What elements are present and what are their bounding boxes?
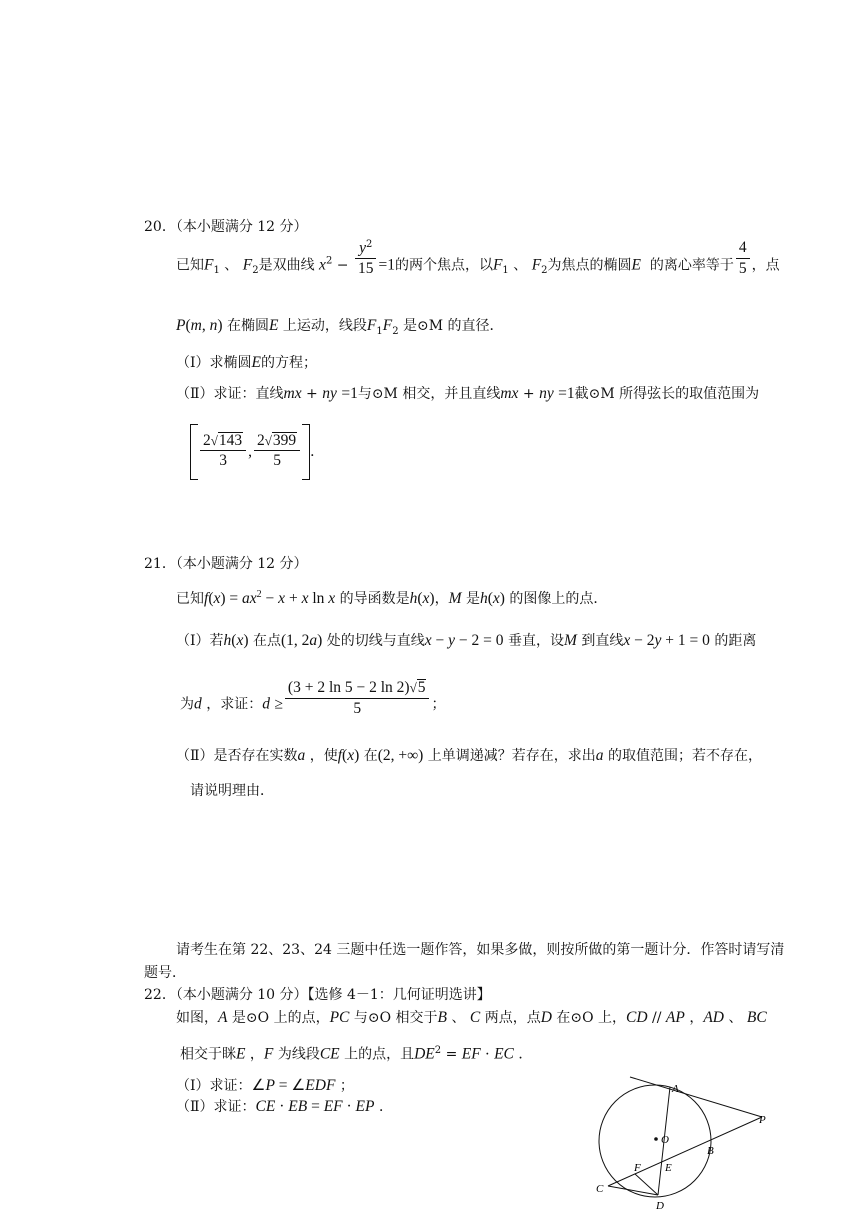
label-d: D [656,1200,664,1212]
q21-line1: 已知$f(x) = ax^2 - x + x$ ln x 的导函数是h(x)，M 是h(x) 的图像上的点． [176,589,608,608]
label-o: O [661,1134,669,1146]
label-a: A [672,1083,679,1095]
q20-part1: （Ⅰ）求椭圆E的方程； [176,354,317,371]
center-dot [654,1137,658,1141]
q20-header: 20．（本小题满分 12 分） [144,219,308,235]
label-b: B [707,1145,714,1157]
q20-line1: 已知$F_1$ 、 $F_2$是双曲线 $x^2$ − $\frac{y^2}{15}$ =1的两个焦点，以$F_1$ 、 $F_2$为焦点的椭圆E 的离心率等于 $\frac{4}{5}$ ，点 [176,239,780,278]
label-e: E [665,1162,672,1174]
q22-part1: （Ⅰ）求证：∠P = ∠EDF ； [176,1077,354,1094]
q22-part2: （Ⅱ）求证：CE · EB = EF · EP ． [176,1098,393,1115]
label-f: F [634,1162,641,1174]
label-p: P [759,1114,766,1126]
q21-line3: 为d ，求证：d ≥ $\frac{(3 + 2 \ln 5 - 2 \ln 2)√5}{5}$ ； [180,679,446,717]
instruction-line1: 请考生在第 22、23、24 三题中任选一题作答，如果多做，则按所做的第一题计分．作答时请写清 [176,942,785,958]
q20-range: $\frac{2√143}{3}$ , $\frac{2√399}{5}$ ． [190,424,324,480]
geometry-figure [590,1068,780,1213]
q21-part2-cont: 请说明理由． [190,783,274,799]
q21-part2: （Ⅱ）是否存在实数a ，使f(x) 在(2, +∞) 上单调递减？若存在，求出a 的取值范围；若不存在， [176,747,762,764]
q20-part2: （Ⅱ）求证：直线mx + ny =1与⊙M 相交，并且直线mx + ny =1截⊙M 所得弦长的取值范围为 [176,385,760,402]
chord-cd [608,1186,658,1195]
circle-o [599,1085,711,1197]
tangent-line-ap [630,1077,762,1117]
label-c: C [596,1183,604,1195]
q22-line2: 相交于眯E ，F 为线段CE 上的点，且$DE^2$ = EF · EC ． [180,1045,533,1063]
instruction-line2: 题号． [144,965,186,981]
q22-line1: 如图，A 是⊙O 上的点，PC 与⊙O 相交于B 、 C 两点，点D 在⊙O 上，CD // AP ，AD 、 BC [176,1009,767,1026]
secant-line-pc [608,1117,762,1186]
q20-line2: P(m, n) 在椭圆E 上运动，线段$F_1F_2$ 是⊙M 的直径． [176,317,504,337]
q22-header: 22．（本小题满分 10 分）【选修 4－1：几何证明选讲】 [144,987,491,1003]
q21-header: 21．（本小题满分 12 分） [144,556,308,572]
q21-part1: （Ⅰ）若h(x) 在点(1, 2a) 处的切线与直线x − y − 2 = 0 垂直，设M 到直线x − 2y + 1 = 0 的距离 [176,632,757,649]
